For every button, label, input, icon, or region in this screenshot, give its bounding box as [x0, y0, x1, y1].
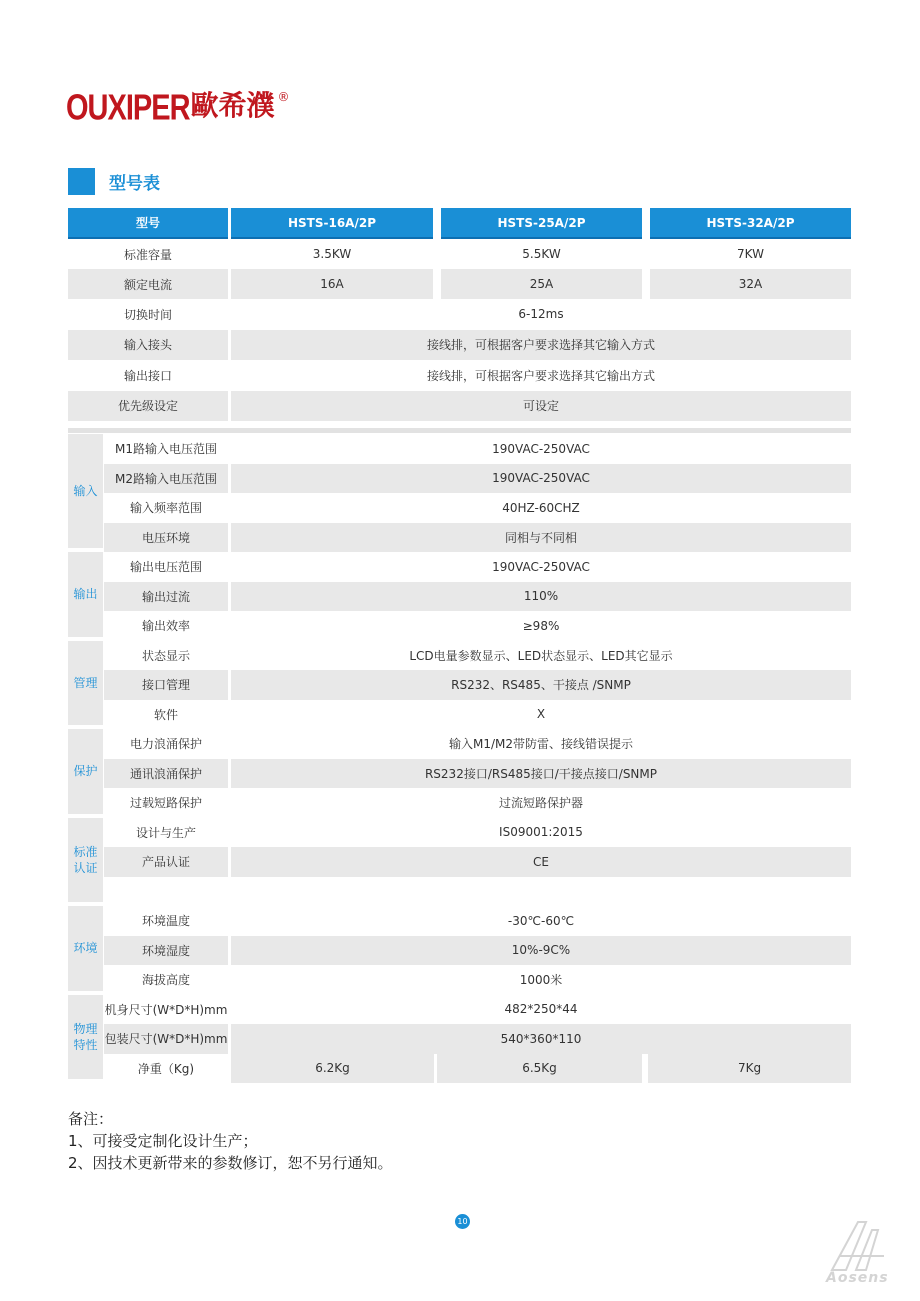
value-cell: IS09001:2015: [231, 818, 851, 848]
row-label: M1路输入电压范围: [104, 434, 228, 464]
value-cell: 可设定: [231, 391, 851, 421]
value-cell: 7KW: [650, 239, 851, 269]
header-model: 型号: [68, 208, 228, 239]
row-label: 包装尺寸(W*D*H)mm: [104, 1024, 228, 1054]
value-cell: 40HZ-60CHZ: [231, 493, 851, 523]
value-cell: 6.2Kg: [231, 1054, 434, 1084]
row-label: 切换时间: [68, 299, 228, 329]
registered-mark: ®: [277, 90, 290, 104]
value-cell: 5.5KW: [441, 239, 642, 269]
note-item: 2、因技术更新带来的参数修订，恕不另行通知。: [68, 1154, 393, 1172]
row-label: 软件: [104, 700, 228, 730]
value-cell: 6-12ms: [231, 299, 851, 329]
row-label: M2路输入电压范围: [104, 464, 228, 494]
watermark-logo: [826, 1216, 896, 1286]
row-label: 机身尺寸(W*D*H)mm: [104, 995, 228, 1025]
category-label: 物理 特性: [68, 995, 103, 1080]
row-label: 输出过流: [104, 582, 228, 612]
row-label: 输入频率范围: [104, 493, 228, 523]
category-label: 输出: [68, 552, 103, 637]
value-cell: X: [231, 700, 851, 730]
category-label: 保护: [68, 729, 103, 814]
value-cell: 16A: [231, 269, 433, 299]
value-cell: 540*360*110: [231, 1024, 851, 1054]
row-label: 输出效率: [104, 611, 228, 641]
header-model-variant: HSTS-25A/2P: [441, 208, 642, 239]
section-marker-square: [68, 168, 95, 195]
value-cell: 3.5KW: [231, 239, 433, 269]
watermark-text: Aosens: [826, 1270, 889, 1286]
watermark-mark-icon: [826, 1216, 896, 1272]
value-cell: 482*250*44: [231, 995, 851, 1025]
row-label: 接口管理: [104, 670, 228, 700]
category-label: 环境: [68, 906, 103, 991]
note-item: 1、可接受定制化设计生产；: [68, 1132, 258, 1150]
value-cell: 7Kg: [648, 1054, 851, 1084]
row-label: 海拔高度: [104, 965, 228, 995]
value-cell: 6.5Kg: [437, 1054, 642, 1084]
value-cell: 同相与不同相: [231, 523, 851, 553]
value-cell: 32A: [650, 269, 851, 299]
value-cell: 1000米: [231, 965, 851, 995]
row-label: 额定电流: [68, 269, 228, 299]
table-divider: [68, 428, 851, 433]
section-title: [68, 168, 160, 195]
row-label: [104, 877, 228, 907]
category-label: 标准 认证: [68, 818, 103, 903]
row-label: 电力浪涌保护: [104, 729, 228, 759]
page-number: 10: [455, 1214, 470, 1229]
category-label: 管理: [68, 641, 103, 726]
value-cell: 110%: [231, 582, 851, 612]
row-label: 环境温度: [104, 906, 228, 936]
value-cell: RS232、RS485、干接点 /SNMP: [231, 670, 851, 700]
brand-latin: OUXIPER: [66, 88, 190, 128]
row-label: 设计与生产: [104, 818, 228, 848]
value-cell: 25A: [441, 269, 642, 299]
row-label: 输出接口: [68, 360, 228, 390]
row-label: 输出电压范围: [104, 552, 228, 582]
value-cell: 10%-9C%: [231, 936, 851, 966]
value-cell: [231, 877, 851, 907]
value-cell: CE: [231, 847, 851, 877]
row-label: 标准容量: [68, 239, 228, 269]
row-label: 净重（Kg): [104, 1054, 228, 1084]
value-cell: 接线排，可根据客户要求选择其它输入方式: [231, 330, 851, 360]
row-label: 电压环境: [104, 523, 228, 553]
row-label: 优先级设定: [68, 391, 228, 421]
value-cell: 过流短路保护器: [231, 788, 851, 818]
row-label: 环境湿度: [104, 936, 228, 966]
section-title-text: 型号表: [109, 174, 160, 194]
brand-logo: [66, 88, 290, 128]
notes: [68, 1108, 393, 1174]
row-label: 输入接头: [68, 330, 228, 360]
row-label: 通讯浪涌保护: [104, 759, 228, 789]
row-label: 状态显示: [104, 641, 228, 671]
value-cell: 190VAC-250VAC: [231, 434, 851, 464]
value-cell: ≥98%: [231, 611, 851, 641]
notes-heading: 备注：: [68, 1110, 114, 1128]
row-label: 过载短路保护: [104, 788, 228, 818]
header-model-variant: HSTS-16A/2P: [231, 208, 433, 239]
value-cell: -30℃-60℃: [231, 906, 851, 936]
value-cell: 190VAC-250VAC: [231, 464, 851, 494]
header-model-variant: HSTS-32A/2P: [650, 208, 851, 239]
row-label: 产品认证: [104, 847, 228, 877]
brand-cjk: 歐希濮: [190, 89, 275, 122]
value-cell: 190VAC-250VAC: [231, 552, 851, 582]
category-label: 输入: [68, 434, 103, 548]
value-cell: 接线排，可根据客户要求选择其它输出方式: [231, 360, 851, 390]
value-cell: LCD电量参数显示、LED状态显示、LED其它显示: [231, 641, 851, 671]
value-cell: RS232接口/RS485接口/干接点接口/SNMP: [231, 759, 851, 789]
value-cell: 输入M1/M2带防雷、接线错误提示: [231, 729, 851, 759]
